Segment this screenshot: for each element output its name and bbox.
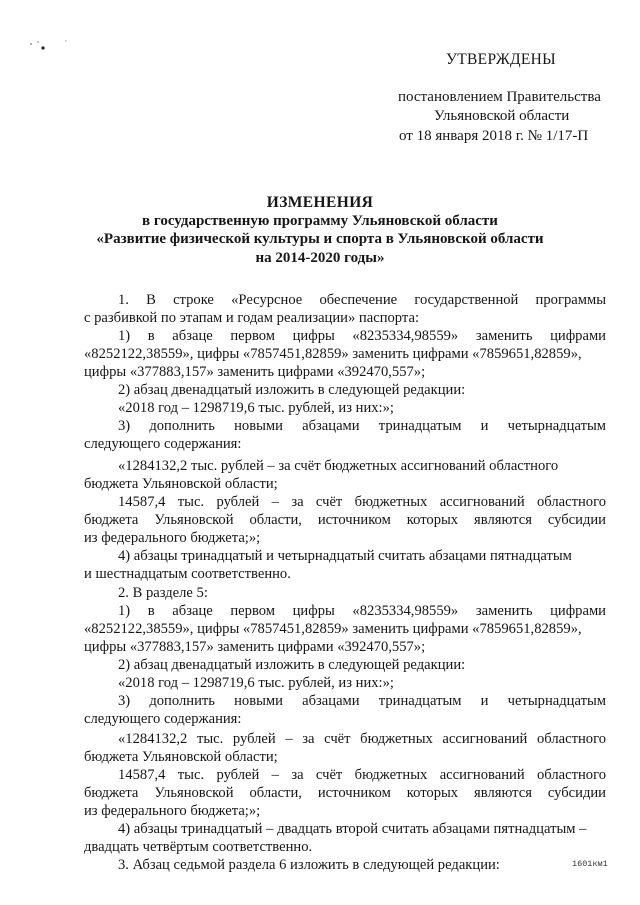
body-line-2: с разбивкой по этапам и годам реализации» паспорта: bbox=[84, 310, 420, 326]
body-line-27: 14587,4 тыс. рублей – за счёт бюджетных ассигнований областного bbox=[118, 767, 606, 783]
document-title: ИЗМЕНЕНИЯ bbox=[266, 194, 374, 211]
approval-line-2: Ульяновской области bbox=[434, 108, 570, 124]
body-line-19: «8252122,38559», цифры «7857451,82859» заменить цифрами «7859651,82859», bbox=[84, 621, 582, 637]
body-line-26: бюджета Ульяновской области; bbox=[84, 749, 278, 765]
body-line-32: 3. Абзац седьмой раздела 6 изложить в следующей редакции: bbox=[118, 857, 500, 873]
body-line-9: следующего содержания: bbox=[84, 436, 242, 452]
body-line-7: «2018 год – 1298719,6 тыс. рублей, из них:»; bbox=[118, 400, 394, 416]
body-line-17: 2. В разделе 5: bbox=[118, 585, 208, 601]
body-line-5: цифры «377883,157» заменить цифрами «392470,557»; bbox=[84, 364, 426, 380]
body-line-15: 4) абзацы тринадцатый и четырнадцатый считать абзацами пятнадцатым bbox=[118, 548, 572, 564]
body-line-31: двадцать четвёртым соответственно. bbox=[84, 839, 313, 855]
body-line-11: бюджета Ульяновской области; bbox=[84, 476, 278, 492]
body-line-23: 3) дополнить новыми абзацами тринадцатым и четырнадцатым bbox=[118, 693, 606, 709]
approval-line-1: постановлением Правительства bbox=[398, 89, 601, 105]
body-line-6: 2) абзац двенадцатый изложить в следующей редакции: bbox=[118, 382, 466, 398]
body-line-14: из федерального бюджета;»; bbox=[84, 530, 261, 546]
body-line-4: «8252122,38559», цифры «7857451,82859» заменить цифрами «7859651,82859», bbox=[84, 346, 582, 362]
body-line-8: 3) дополнить новыми абзацами тринадцатым и четырнадцатым bbox=[118, 418, 606, 434]
body-line-20: цифры «377883,157» заменить цифрами «392470,557»; bbox=[84, 639, 426, 655]
body-line-24: следующего содержания: bbox=[84, 711, 242, 727]
body-line-1: 1. В строке «Ресурсное обеспечение государственной программы bbox=[118, 292, 606, 308]
title-line-2: «Развитие физической культуры и спорта в Ульяновской области bbox=[96, 231, 544, 247]
approved-heading: УТВЕРЖДЕНЫ bbox=[446, 51, 556, 68]
body-line-16: и шестнадцатым соответственно. bbox=[84, 566, 291, 582]
body-line-28: бюджета Ульяновской области, источником которых являются субсидии bbox=[84, 785, 606, 801]
approval-date-line: от 18 января 2018 г. № 1/17-П bbox=[399, 128, 589, 144]
body-line-18: 1) в абзаце первом цифры «8235334,98559» заменить цифрами bbox=[118, 603, 606, 619]
body-line-21: 2) абзац двенадцатый изложить в следующей редакции: bbox=[118, 657, 466, 673]
title-line-3: на 2014-2020 годы» bbox=[255, 250, 385, 266]
document-stamp: 1601км1 bbox=[572, 859, 608, 869]
body-line-3: 1) в абзаце первом цифры «8235334,98559» заменить цифрами bbox=[118, 328, 606, 344]
title-line-1: в государственную программу Ульяновской области bbox=[142, 213, 498, 229]
body-line-10: «1284132,2 тыс. рублей – за счёт бюджетных ассигнований областного bbox=[118, 458, 559, 474]
body-line-29: из федерального бюджета;»; bbox=[84, 803, 261, 819]
body-line-25: «1284132,2 тыс. рублей – за счёт бюджетных ассигнований областного bbox=[118, 731, 606, 747]
scan-specks bbox=[28, 38, 78, 52]
body-line-30: 4) абзацы тринадцатый – двадцать второй считать абзацами пятнадцатым – bbox=[118, 821, 587, 837]
body-line-13: бюджета Ульяновской области, источником которых являются субсидии bbox=[84, 512, 606, 528]
body-line-12: 14587,4 тыс. рублей – за счёт бюджетных ассигнований областного bbox=[118, 494, 606, 510]
body-line-22: «2018 год – 1298719,6 тыс. рублей, из них:»; bbox=[118, 675, 394, 691]
